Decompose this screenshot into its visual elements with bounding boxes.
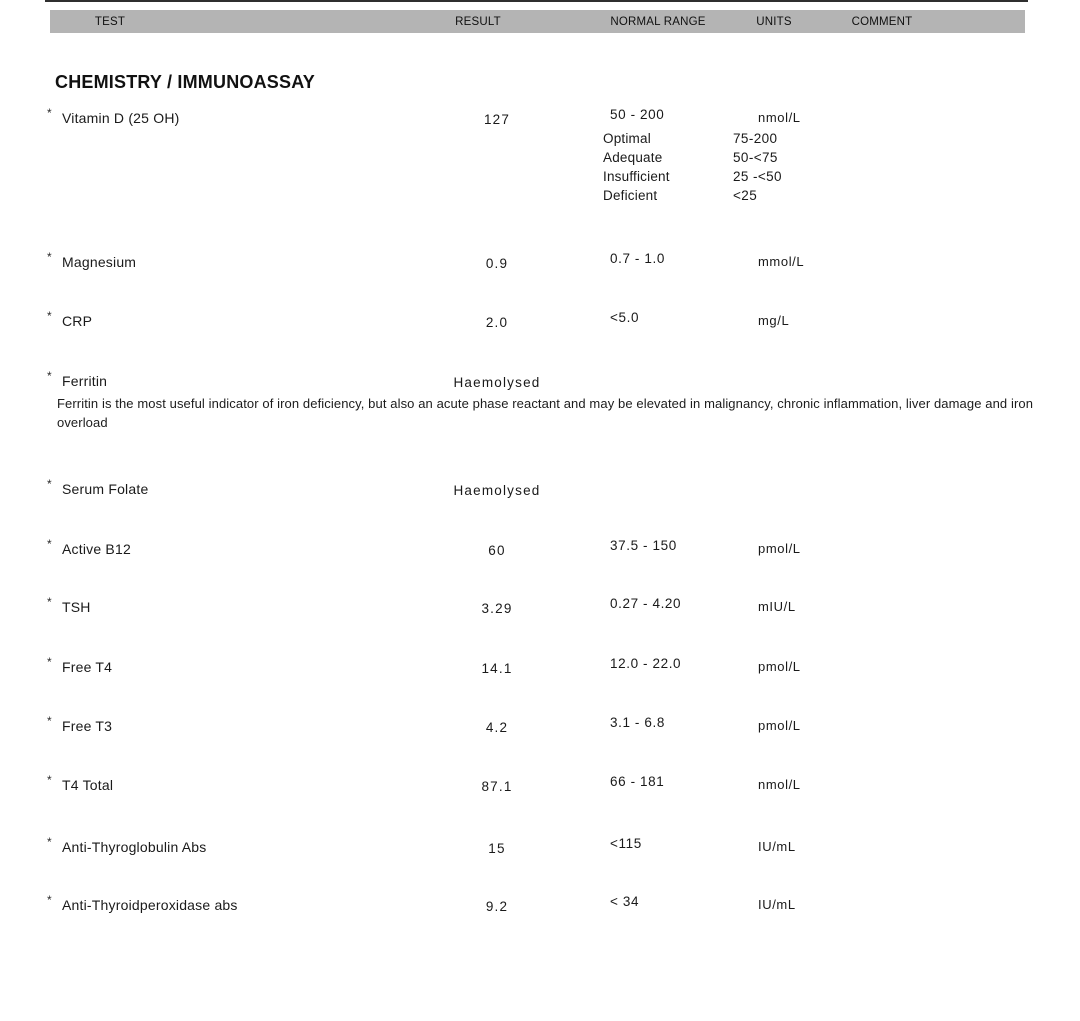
normal-range: 0.27 - 4.20 (610, 596, 682, 611)
test-result: 15 (488, 841, 506, 856)
test-units: mmol/L (758, 254, 805, 269)
normal-range: <5.0 (610, 310, 640, 325)
subrange-value: <25 (733, 188, 758, 203)
test-units: pmol/L (758, 718, 801, 733)
abnormal-flag: * (47, 655, 52, 669)
abnormal-flag: * (47, 893, 52, 907)
test-row (0, 773, 1080, 797)
test-row (0, 309, 1080, 333)
test-name: Anti-Thyroglobulin Abs (62, 839, 207, 855)
subrange-value: 50-<75 (733, 150, 778, 165)
column-header-normal-range: NORMAL RANGE (610, 16, 706, 28)
normal-range: 66 - 181 (610, 774, 665, 789)
normal-range: 50 - 200 (610, 107, 665, 122)
test-units: nmol/L (758, 777, 801, 792)
abnormal-flag: * (47, 250, 52, 264)
column-header-comment: COMMENT (851, 16, 913, 28)
test-name: TSH (62, 599, 91, 615)
abnormal-flag: * (47, 595, 52, 609)
normal-range: <115 (610, 836, 642, 851)
test-row (0, 477, 1080, 501)
test-row (0, 537, 1080, 561)
test-result: 4.2 (485, 720, 509, 735)
test-name: Active B12 (62, 541, 131, 557)
test-row (0, 106, 1080, 203)
test-result: 60 (488, 543, 506, 558)
test-units: pmol/L (758, 541, 801, 556)
abnormal-flag: * (47, 773, 52, 787)
subrange-label: Deficient (603, 188, 658, 203)
test-row (0, 655, 1080, 679)
test-row (0, 595, 1080, 619)
abnormal-flag: * (47, 537, 52, 551)
test-name: Free T3 (62, 718, 113, 734)
test-result: 14.1 (481, 661, 513, 676)
normal-range: 37.5 - 150 (610, 538, 677, 553)
test-units: nmol/L (758, 110, 801, 125)
normal-range: < 34 (610, 894, 640, 909)
subrange-label: Optimal (603, 131, 651, 146)
test-name: Serum Folate (62, 481, 149, 497)
test-name: Vitamin D (25 OH) (62, 110, 180, 126)
normal-range: 3.1 - 6.8 (610, 715, 665, 730)
normal-range: 12.0 - 22.0 (610, 656, 682, 671)
test-note: Ferritin is the most useful indicator of iron deficiency, but also an acute phase reactant and may be elevated in malignancy, chronic inflammation, liver damage and iron overload (57, 396, 1034, 430)
normal-range: 0.7 - 1.0 (610, 251, 665, 266)
test-units: IU/mL (758, 897, 796, 912)
abnormal-flag: * (47, 477, 52, 491)
subrange-label: Insufficient (603, 169, 670, 184)
test-result: 0.9 (485, 256, 509, 271)
column-header-result: RESULT (455, 16, 501, 28)
test-units: pmol/L (758, 659, 801, 674)
abnormal-flag: * (47, 835, 52, 849)
test-result: 9.2 (485, 899, 509, 914)
test-name: T4 Total (62, 777, 114, 793)
top-rule (45, 0, 1028, 2)
abnormal-flag: * (47, 369, 52, 383)
test-units: mIU/L (758, 599, 796, 614)
test-row (0, 893, 1080, 917)
section-title: CHEMISTRY / IMMUNOASSAY (55, 72, 315, 92)
test-name: Free T4 (62, 659, 113, 675)
test-name: Anti-Thyroidperoxidase abs (62, 897, 238, 913)
test-row (0, 250, 1080, 274)
test-result: 127 (483, 112, 511, 127)
abnormal-flag: * (47, 714, 52, 728)
subrange-value: 75-200 (733, 131, 778, 146)
test-result: 87.1 (481, 779, 513, 794)
subrange-label: Adequate (603, 150, 663, 165)
test-name: Ferritin (62, 373, 108, 389)
abnormal-flag: * (47, 309, 52, 323)
test-row (0, 835, 1080, 859)
test-units: IU/mL (758, 839, 796, 854)
table-header-bar (50, 10, 1025, 33)
abnormal-flag: * (47, 106, 52, 120)
test-name: CRP (62, 313, 93, 329)
column-header-units: UNITS (756, 16, 792, 28)
test-name: Magnesium (62, 254, 137, 270)
test-row (0, 369, 1080, 430)
test-result: 2.0 (485, 315, 509, 330)
column-header-test: TEST (94, 16, 126, 28)
test-result: Haemolysed (453, 375, 541, 390)
subrange-value: 25 -<50 (733, 169, 782, 184)
test-units: mg/L (758, 313, 790, 328)
test-result: Haemolysed (453, 483, 541, 498)
test-row (0, 714, 1080, 738)
test-result: 3.29 (481, 601, 513, 616)
